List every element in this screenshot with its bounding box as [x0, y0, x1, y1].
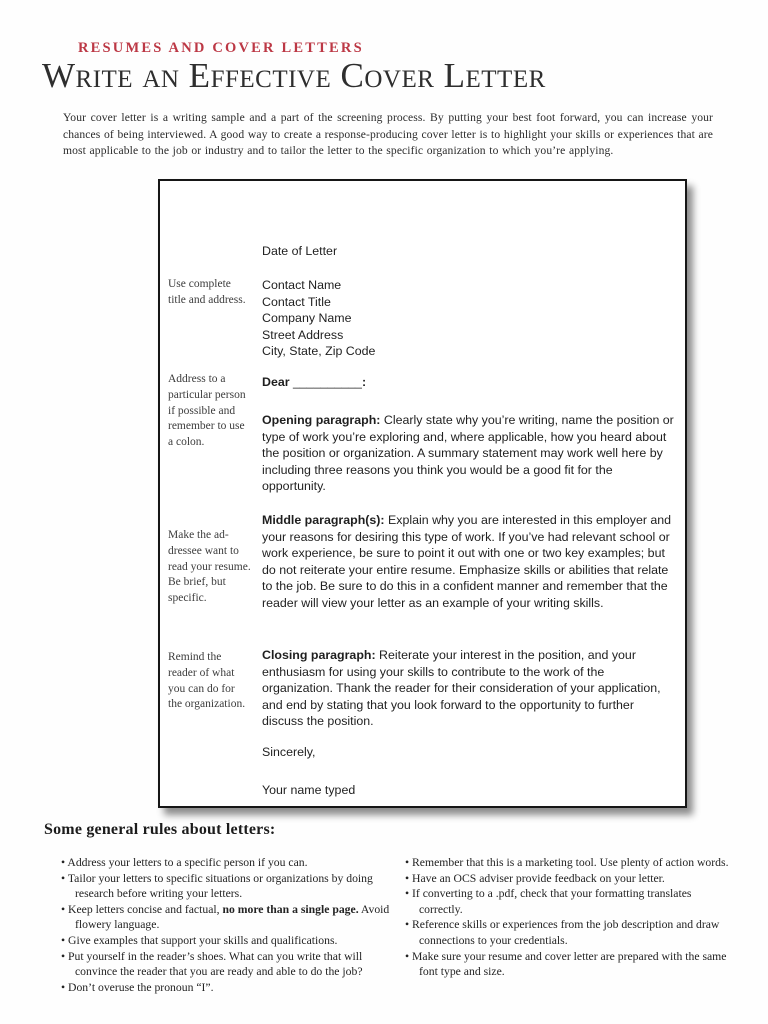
closing-paragraph-label: Closing paragraph: [262, 648, 376, 662]
recipient-block: Contact Name Contact Title Company Name Street Address City, State, Zip Code [262, 278, 376, 359]
middle-paragraph-label: Middle paragraph(s): [262, 513, 385, 527]
rule-text: Don’t overuse the pronoun “I”. [68, 980, 214, 994]
rule-text: Remember that this is a marketing tool. Use plenty of action words. [412, 856, 729, 869]
rule-text: Give examples that support your skills and qualifications. [68, 933, 338, 947]
closing-paragraph [262, 647, 676, 730]
rule-text-bold: no more than a single page. [222, 902, 359, 916]
page-title: Write an Effective Cover Letter [42, 56, 546, 95]
closing-line: Sincerely, [262, 745, 316, 759]
salutation-line [262, 374, 676, 391]
rule-item [402, 871, 738, 887]
rule-item [58, 949, 398, 980]
rule-text: If converting to a .pdf, check that your formatting translates correctly. [412, 887, 692, 916]
opening-paragraph [262, 412, 676, 495]
salutation-blank: __________ [293, 375, 362, 389]
rule-text: Address your letters to a specific person if you can. [67, 856, 308, 869]
rule-text: Have an OCS adviser provide feedback on your letter. [412, 871, 665, 885]
rule-text: Reference skills or experiences from the job description and draw connections to your credentials. [412, 918, 720, 947]
rule-item [402, 917, 738, 948]
bullet-icon: • [61, 871, 66, 885]
opening-paragraph-label: Opening paragraph: [262, 413, 381, 427]
rule-item [58, 980, 398, 996]
sample-letter-box [158, 179, 687, 808]
rule-item [58, 902, 398, 933]
rule-item [58, 933, 398, 949]
bullet-icon: • [61, 949, 66, 963]
signature-line: Your name typed [262, 783, 356, 797]
margin-note-particular-person: Address to a particular person if possible and remember to use a colon. [168, 373, 246, 449]
rule-text: Put yourself in the reader’s shoes. What can you write that will convince the reader that you are ready and able to do the job? [68, 949, 363, 979]
margin-note-addressee: Make the ad- dressee want to read your resume. Be brief, but specific. [168, 529, 251, 605]
rule-item [402, 886, 738, 917]
middle-paragraph-text: Explain why you are interested in this employer and your reasons for desiring this type of work. If you’ve had relevant school or work experience, be sure to point it out with one or two key examples; but do not reiterate your entire resume. Emphasize skills or abilities that relate to the job. Be sure to do this in a confident manner and remember that the reader will view your letter as an example of your writing skills. [262, 513, 672, 610]
date-line: Date of Letter [262, 244, 338, 258]
rule-item [402, 949, 738, 980]
middle-paragraph [262, 512, 676, 612]
rules-column-right [402, 855, 738, 980]
rule-item [58, 855, 398, 871]
bullet-icon: • [405, 856, 410, 869]
section-eyebrow: RESUMES AND COVER LETTERS [78, 40, 364, 56]
rule-text: Keep letters concise and factual, [68, 902, 223, 916]
rule-text: Avoid flowery language. [75, 902, 390, 932]
bullet-icon: • [61, 933, 66, 947]
rule-text: Tailor your letters to specific situations or organizations by doing research before writing your letters. [67, 871, 373, 901]
margin-note-remind-reader: Remind the reader of what you can do for the organization. [168, 651, 246, 711]
salutation-dear: Dear [262, 375, 290, 389]
bullet-icon: • [61, 902, 66, 916]
rule-item [58, 871, 398, 902]
bullet-icon: • [405, 949, 410, 963]
rules-column-left [58, 855, 398, 995]
bullet-icon: • [405, 887, 410, 901]
rules-list-left [58, 855, 398, 995]
bullet-icon: • [61, 856, 66, 869]
margin-note-title-address: Use complete title and address. [168, 278, 246, 306]
intro-paragraph: Your cover letter is a writing sample and a part of the screening process. By putting your best foot forward, you can increase your chances of being interviewed. A good way to create a response-producing cover letter is to highlight your skills or experiences that are most applicable to the job or industry and to tailor the letter to the specific organization to which you’re applying. [63, 111, 713, 158]
rule-item [402, 855, 738, 871]
rule-text: Make sure your resume and cover letter are prepared with the same font type and size. [412, 949, 727, 979]
salutation-colon: : [361, 375, 367, 389]
closing-paragraph-text: Reiterate your interest in the position, and your enthusiasm for using your skills to contribute to the work of the organization. Thank the reader for their consideration of your application, and end by stating that you look forward to the opportunity to further discuss the position. [262, 648, 661, 729]
opening-paragraph-text: Clearly state why you’re writing, name the position or type of work you’re exploring and, where applicable, how you heard about the position or organization. A summary statement may work well here by including three reasons you think you would be a good fit for the opportunity. [262, 413, 674, 494]
rules-heading: Some general rules about letters: [44, 821, 276, 838]
bullet-icon: • [61, 980, 66, 994]
rules-list-right [402, 855, 738, 980]
bullet-icon: • [405, 871, 410, 885]
bullet-icon: • [405, 918, 410, 932]
